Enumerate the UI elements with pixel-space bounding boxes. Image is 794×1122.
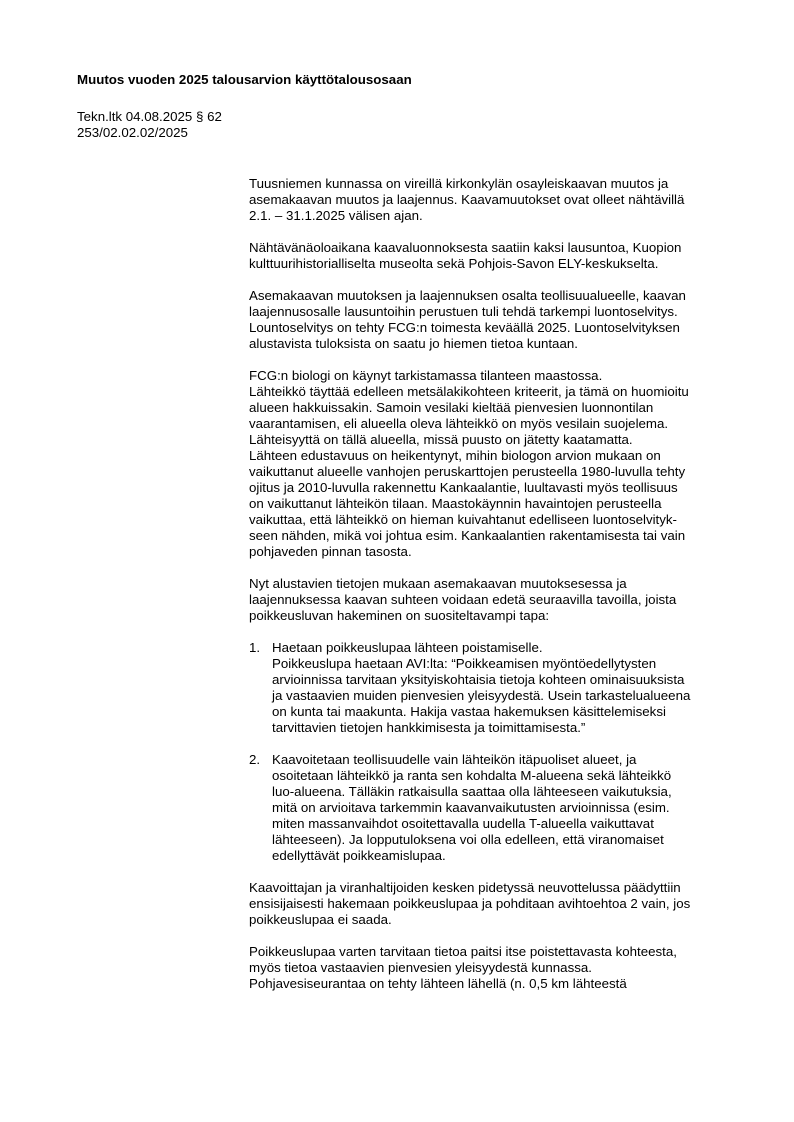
text-line: laajennusosalle lausuntoihin perustuen tuli tehdä tarkempi luontoselvitys.: [249, 304, 678, 319]
list-number: 2.: [249, 752, 261, 767]
case-number: 253/02.02.02/2025: [77, 125, 188, 140]
paragraph: [249, 944, 749, 992]
text-line: Kaavoittajan ja viranhaltijoiden kesken pidetyssä neuvottelussa päädyttiin: [249, 880, 681, 895]
document-body: [249, 176, 749, 1008]
text-line: vaikuttanut alueelle vanhojen peruskarttojen perusteella 1980-luvulla tehty: [249, 464, 686, 479]
text-line: pohjaveden pinnan tasosta.: [249, 544, 412, 559]
text-line: Lähteikkö täyttää edelleen metsälakikohteen kriteerit, ja tämä on huomioitu: [249, 384, 689, 399]
text-line: on vaikuttanut lähteikön tilaan. Maastokäynnin havaintojen perusteella: [249, 496, 662, 511]
text-line: Poikkeuslupaa varten tarvitaan tietoa paitsi itse poistettavasta kohteesta,: [249, 944, 677, 959]
text-line: vaikuttaa, että lähteikkö on hieman kuivahtanut edelliseen luontoselvityk-: [249, 512, 677, 527]
text-line: Haetaan poikkeuslupaa lähteen poistamiselle.: [272, 640, 543, 655]
text-line: Lähteisyyttä on tällä alueella, missä puusto on jätetty kaatamatta.: [249, 432, 633, 447]
meeting-reference: Tekn.ltk 04.08.2025 § 62: [77, 109, 222, 124]
text-line: mitä on arvioitava tarkemmin kaavanvaikutusten arvioinnissa (esim.: [272, 800, 670, 815]
text-line: edellyttävät poikkeamislupaa.: [272, 848, 446, 863]
text-line: arvioinnissa tarvitaan yksityiskohtaisia tietoja kohteen ominaisuuksista: [272, 672, 685, 687]
text-line: seen nähden, mikä voi johtua esim. Kankaalantien rakentamisesta tai vain: [249, 528, 686, 543]
document-title: Muutos vuoden 2025 talousarvion käyttötalousosaan: [77, 72, 412, 87]
text-line: FCG:n biologi on käynyt tarkistamassa tilanteen maastossa.: [249, 368, 603, 383]
paragraph: [249, 576, 749, 624]
text-line: Tuusniemen kunnassa on vireillä kirkonkylän osayleiskaavan muutos ja: [249, 176, 669, 191]
text-line: laajennuksessa kaavan suhteen voidaan edetä seuraavilla tavoilla, joista: [249, 592, 677, 607]
document-meta: [77, 109, 222, 141]
text-line: asemakaavan muutos ja laajennus. Kaavamuutokset ovat olleet nähtävillä: [249, 192, 685, 207]
paragraph: [249, 176, 749, 224]
text-line: alueen hakkuissakin. Samoin vesilaki kieltää pienvesien luonnontilan: [249, 400, 654, 415]
list-item: [249, 752, 749, 864]
text-line: Poikkeuslupa haetaan AVI:lta: “Poikkeamisen myöntöedellytysten: [272, 656, 657, 671]
list-item: [249, 640, 749, 736]
text-line: ensisijaisesti hakemaan poikkeuslupaa ja pohditaan avihtoehtoa 2 vain, jos: [249, 896, 691, 911]
text-line: 2.1. – 31.1.2025 välisen ajan.: [249, 208, 423, 223]
text-line: luo-alueena. Tälläkin ratkaisulla saattaa olla lähteeseen vaikutuksia,: [272, 784, 672, 799]
text-line: Asemakaavan muutoksen ja laajennuksen osalta teollisuualueelle, kaavan: [249, 288, 686, 303]
text-line: poikkeuslupaa ei saada.: [249, 912, 392, 927]
text-line: Nähtävänäoloaikana kaavaluonnoksesta saatiin kaksi lausuntoa, Kuopion: [249, 240, 682, 255]
text-line: vaarantamisen, eli alueella oleva lähteikkö on myös vesilain suojelema.: [249, 416, 669, 431]
text-line: Pohjavesiseurantaa on tehty lähteen lähellä (n. 0,5 km lähteestä: [249, 976, 627, 991]
text-line: myös tietoa vastaavien pienvesien yleisyydestä kunnassa.: [249, 960, 592, 975]
paragraph: [249, 240, 749, 272]
text-line: on kunta tai maakunta. Hakija vastaa hakemuksen käsittelemiseksi: [272, 704, 666, 719]
text-line: ja vastaavien muiden pienvesien yleisyydestä. Usein tarkastelualueena: [272, 688, 691, 703]
paragraph: [249, 368, 749, 560]
text-line: kulttuurihistorialliselta museolta sekä Pohjois-Savon ELY-keskukselta.: [249, 256, 659, 271]
text-line: lähteeseen). Ja lopputuloksena voi olla edelleen, että viranomaiset: [272, 832, 664, 847]
text-line: Kaavoitetaan teollisuudelle vain lähteikön itäpuoliset alueet, ja: [272, 752, 637, 767]
text-line: Lountoselvitys on tehty FCG:n toimesta keväällä 2025. Luontoselvityksen: [249, 320, 680, 335]
list-number: 1.: [249, 640, 261, 655]
text-line: miten massanvaihdot osoitettavalla uudella T-alueella vaikuttavat: [272, 816, 654, 831]
text-line: tarvittavien tietojen hankkimisesta ja toimittamisesta.”: [272, 720, 586, 735]
paragraph: [249, 288, 749, 352]
text-line: alustavista tuloksista on saatu jo hiemen tietoa kuntaan.: [249, 336, 578, 351]
text-line: Lähteen edustavuus on heikentynyt, mihin biologon arvion mukaan on: [249, 448, 661, 463]
paragraph: [249, 880, 749, 928]
text-line: osoitetaan lähteikkö ja ranta sen kohdalta M-alueena sekä lähteikkö: [272, 768, 672, 783]
text-line: ojitus ja 2010-luvulla rakennettu Kankaalantie, luultavasti myös teollisuus: [249, 480, 678, 495]
text-line: poikkeusluvan hakeminen on suositeltavampi tapa:: [249, 608, 550, 623]
text-line: Nyt alustavien tietojen mukaan asemakaavan muutoksesessa ja: [249, 576, 627, 591]
